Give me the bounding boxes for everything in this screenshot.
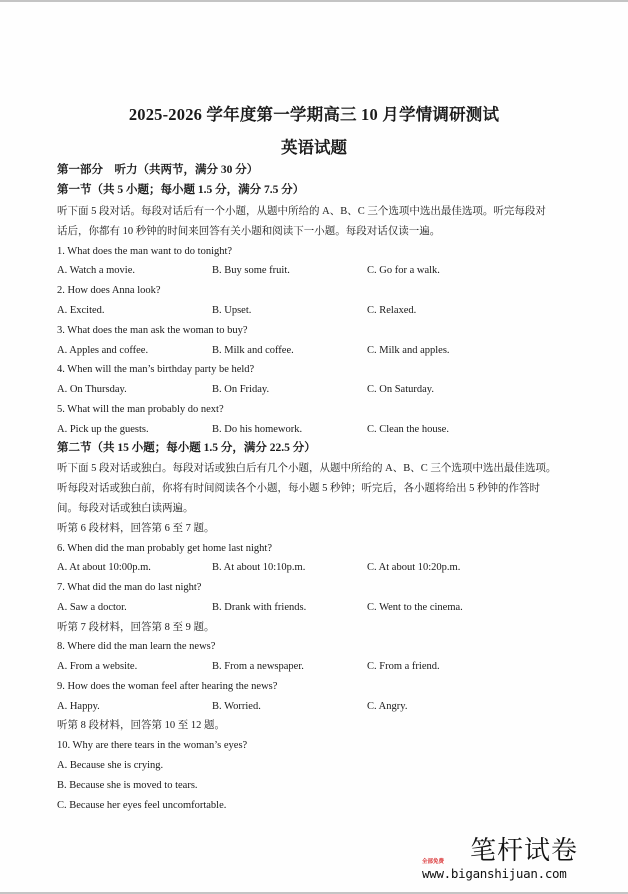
q10-option-a: A. Because she is crying. [57,760,164,771]
question-5: 5. What will the man probably do next? [57,404,224,415]
material-6-note: 听第 6 段材料，回答第 6 至 7 题。 [57,523,215,534]
question-4: 4. When will the man’s birthday party be held? [57,364,255,375]
q6-option-a: A. At about 10:00p.m. [57,562,151,573]
question-9: 9. How does the woman feel after hearing the news? [57,681,278,692]
section1-instructions-line2: 话后，你都有 10 秒钟的时间来回答有关小题和阅读下一小题。每段对话仅读一遍。 [57,226,441,237]
q5-option-a: A. Pick up the guests. [57,424,149,435]
q3-option-c: C. Milk and apples. [367,345,450,356]
material-7-note: 听第 7 段材料，回答第 8 至 9 题。 [57,622,215,633]
q8-option-b: B. From a newspaper. [212,661,304,672]
q4-option-c: C. On Saturday. [367,384,434,395]
q5-option-b: B. Do his homework. [212,424,303,435]
q6-option-b: B. At about 10:10p.m. [212,562,306,573]
question-10: 10. Why are there tears in the woman’s eyes? [57,740,248,751]
q10-option-b: B. Because she is moved to tears. [57,780,198,791]
page-top-border [0,0,628,2]
q7-option-a: A. Saw a doctor. [57,602,127,613]
section2-heading: 第二节（共 15 小题；每小题 1.5 分，满分 22.5 分） [57,442,316,454]
watermark-free-tag: 全部免费 [422,859,445,865]
q4-option-b: B. On Friday. [212,384,270,395]
question-3: 3. What does the man ask the woman to buy? [57,325,248,336]
watermark-brand: 笔杆试卷 [470,836,579,866]
section1-heading: 第一节（共 5 小题；每小题 1.5 分，满分 7.5 分） [57,184,305,196]
q6-option-c: C. At about 10:20p.m. [367,562,461,573]
q3-option-a: A. Apples and coffee. [57,345,149,356]
question-7: 7. What did the man do last night? [57,582,202,593]
q3-option-b: B. Milk and coffee. [212,345,294,356]
q9-option-a: A. Happy. [57,701,100,712]
section2-instructions-line2: 听每段对话或独白前，你将有时间阅读各个小题，每小题 5 秒钟；听完后，各小题将给出 5 秒钟的作答时 [57,483,540,494]
section1-instructions-line1: 听下面 5 段对话。每段对话后有一个小题，从题中所给的 A、B、C 三个选项中选出最佳选项。听完每段对 [57,206,546,217]
question-2: 2. How does Anna look? [57,285,161,296]
section2-instructions-line1: 听下面 5 段对话或独白。每段对话或独白后有几个小题，从题中所给的 A、B、C 三个选项中选出最佳选项。 [57,463,557,474]
question-1: 1. What does the man want to do tonight? [57,246,233,257]
q8-option-a: A. From a website. [57,661,138,672]
watermark-logo [422,836,602,888]
q1-option-a: A. Watch a movie. [57,265,135,276]
q5-option-c: C. Clean the house. [367,424,449,435]
exam-title: 2025-2026 学年度第一学期高三 10 月学情调研测试 [128,105,500,124]
q4-option-a: A. On Thursday. [57,384,127,395]
watermark-url: www.biganshijuan.com [422,866,567,881]
q2-option-b: B. Upset. [212,305,252,316]
exam-subtitle: 英语试题 [281,138,347,157]
part1-heading: 第一部分 听力（共两节，满分 30 分） [57,164,259,176]
q7-option-b: B. Drank with friends. [212,602,307,613]
material-8-note: 听第 8 段材料，回答第 10 至 12 题。 [57,720,225,731]
q2-option-c: C. Relaxed. [367,305,417,316]
q1-option-b: B. Buy some fruit. [212,265,290,276]
question-6: 6. When did the man probably get home last night? [57,543,273,554]
q9-option-c: C. Angry. [367,701,408,712]
q10-option-c: C. Because her eyes feel uncomfortable. [57,800,227,811]
q7-option-c: C. Went to the cinema. [367,602,463,613]
q2-option-a: A. Excited. [57,305,105,316]
q1-option-c: C. Go for a walk. [367,265,440,276]
question-8: 8. Where did the man learn the news? [57,641,216,652]
section2-instructions-line3: 间。每段对话或独白读两遍。 [57,503,194,514]
q9-option-b: B. Worried. [212,701,261,712]
q8-option-c: C. From a friend. [367,661,440,672]
